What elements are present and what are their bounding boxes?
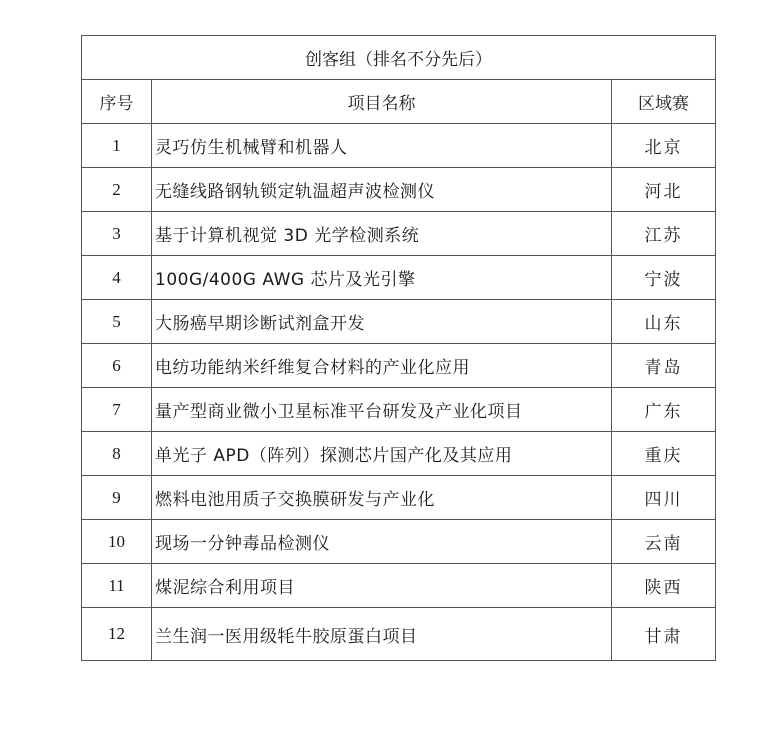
- project-name: 大肠癌早期诊断试剂盒开发: [152, 300, 612, 344]
- region-name: 甘肃: [612, 608, 716, 661]
- row-number: 11: [82, 564, 152, 608]
- table-row: [82, 388, 716, 432]
- project-name: 灵巧仿生机械臂和机器人: [152, 124, 612, 168]
- header-region: 区域赛: [612, 80, 716, 124]
- row-number: 6: [82, 344, 152, 388]
- project-name: 兰生润一医用级牦牛胶原蛋白项目: [152, 608, 612, 661]
- region-name: 广东: [612, 388, 716, 432]
- header-name: 项目名称: [152, 80, 612, 124]
- row-number: 7: [82, 388, 152, 432]
- table-row: [82, 300, 716, 344]
- project-name: 基于计算机视觉 3D 光学检测系统: [152, 212, 612, 256]
- table-header-row: [82, 80, 716, 124]
- region-name: 山东: [612, 300, 716, 344]
- row-number: 1: [82, 124, 152, 168]
- table-row: [82, 168, 716, 212]
- row-number: 10: [82, 520, 152, 564]
- region-name: 江苏: [612, 212, 716, 256]
- table-row: [82, 564, 716, 608]
- table-title: 创客组（排名不分先后）: [82, 36, 716, 80]
- table-title-row: [82, 36, 716, 80]
- table-row: [82, 432, 716, 476]
- table-row: [82, 124, 716, 168]
- region-name: 云南: [612, 520, 716, 564]
- project-name: 无缝线路钢轨锁定轨温超声波检测仪: [152, 168, 612, 212]
- project-name: 量产型商业微小卫星标准平台研发及产业化项目: [152, 388, 612, 432]
- table-row: [82, 256, 716, 300]
- row-number: 3: [82, 212, 152, 256]
- project-name: 电纺功能纳米纤维复合材料的产业化应用: [152, 344, 612, 388]
- project-name: 单光子 APD（阵列）探测芯片国产化及其应用: [152, 432, 612, 476]
- row-number: 8: [82, 432, 152, 476]
- row-number: 9: [82, 476, 152, 520]
- project-table: [81, 35, 716, 661]
- table-row: [82, 520, 716, 564]
- region-name: 青岛: [612, 344, 716, 388]
- region-name: 宁波: [612, 256, 716, 300]
- project-name: 现场一分钟毒品检测仪: [152, 520, 612, 564]
- table-row: [82, 344, 716, 388]
- region-name: 河北: [612, 168, 716, 212]
- project-name: 煤泥综合利用项目: [152, 564, 612, 608]
- table-row: [82, 476, 716, 520]
- table-row: [82, 608, 716, 661]
- header-no: 序号: [82, 80, 152, 124]
- row-number: 4: [82, 256, 152, 300]
- table-row: [82, 212, 716, 256]
- row-number: 12: [82, 608, 152, 661]
- project-name: 燃料电池用质子交换膜研发与产业化: [152, 476, 612, 520]
- region-name: 重庆: [612, 432, 716, 476]
- region-name: 四川: [612, 476, 716, 520]
- region-name: 北京: [612, 124, 716, 168]
- row-number: 2: [82, 168, 152, 212]
- region-name: 陕西: [612, 564, 716, 608]
- row-number: 5: [82, 300, 152, 344]
- project-name: 100G/400G AWG 芯片及光引擎: [152, 256, 612, 300]
